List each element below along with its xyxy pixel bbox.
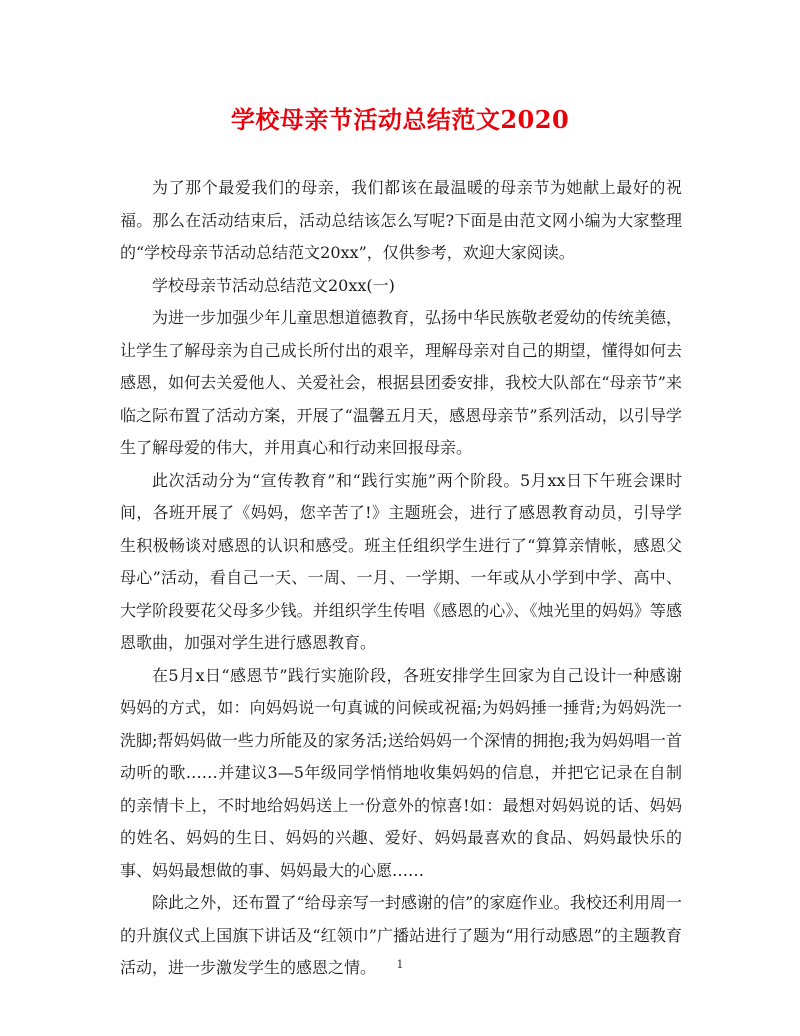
paragraph-3: 在5月x日“感恩节”践行实施阶段，各班安排学生回家为自己设计一种感谢妈妈的方式，如：向妈妈说一句真诚的问候或祝福;为妈妈捶一捶背;为妈妈洗一洗脚;帮妈妈做一些力所能及的家务活;送给妈妈一个深情的拥抱;我为妈妈唱一首动听的歌……并建议3—5年级同学悄悄地收集妈妈的信息，并把它记录在自制的亲情卡上，不时地给妈妈送上一份意外的惊喜!如：最想对妈妈说的话、妈妈的姓名、妈妈的生日、妈妈的兴趣、爱好、妈妈最喜欢的食品、妈妈最快乐的事、妈妈最想做的事、妈妈最大的心愿…… [120,665,682,880]
paragraph-intro: 为了那个最爱我们的母亲，我们都该在最温暖的母亲节为她献上最好的祝福。那么在活动结束后，活动总结该怎么写呢?下面是由范文网小编为大家整理的“学校母亲节活动总结范文20xx”，仅供参考，欢迎大家阅读。 [120,178,682,262]
document-body [120,172,682,985]
paragraph-1: 为进一步加强少年儿童思想道德教育，弘扬中华民族敬老爱幼的传统美德，让学生了解母亲为自己成长所付出的艰辛，理解母亲对自己的期望，懂得如何去感恩，如何去关爱他人、关爱社会，根据县团委安排，我校大队部在“母亲节”来临之际布置了活动方案，开展了“温馨五月天，感恩母亲节”系列活动，以引导学生了解母爱的伟大，并用真心和行动来回报母亲。 [120,308,682,457]
page-number: 1 [396,958,404,971]
paragraph-4: 除此之外，还布置了“给母亲写一封感谢的信”的家庭作业。我校还利用周一的升旗仪式上国旗下讲话及“红领巾”广播站进行了题为“用行动感恩”的主题教育活动，进一步激发学生的感恩之情。 [120,893,682,977]
paragraph-2: 此次活动分为“宣传教育”和“践行实施”两个阶段。5月xx日下午班会课时间，各班开展了《妈妈，您辛苦了!》主题班会，进行了感恩教育动员，引导学生积极畅谈对感恩的认识和感受。班主任组织学生进行了“算算亲情帐，感恩父母心”活动，看自己一天、一周、一月、一学期、一年或从小学到中学、高中、大学阶段要花父母多少钱。并组织学生传唱《感恩的心》、《烛光里的妈妈》等感恩歌曲，加强对学生进行感恩教育。 [120,470,682,652]
section-heading: 学校母亲节活动总结范文20xx(一) [152,275,395,295]
document-title: 学校母亲节活动总结范文2020 [230,105,570,134]
